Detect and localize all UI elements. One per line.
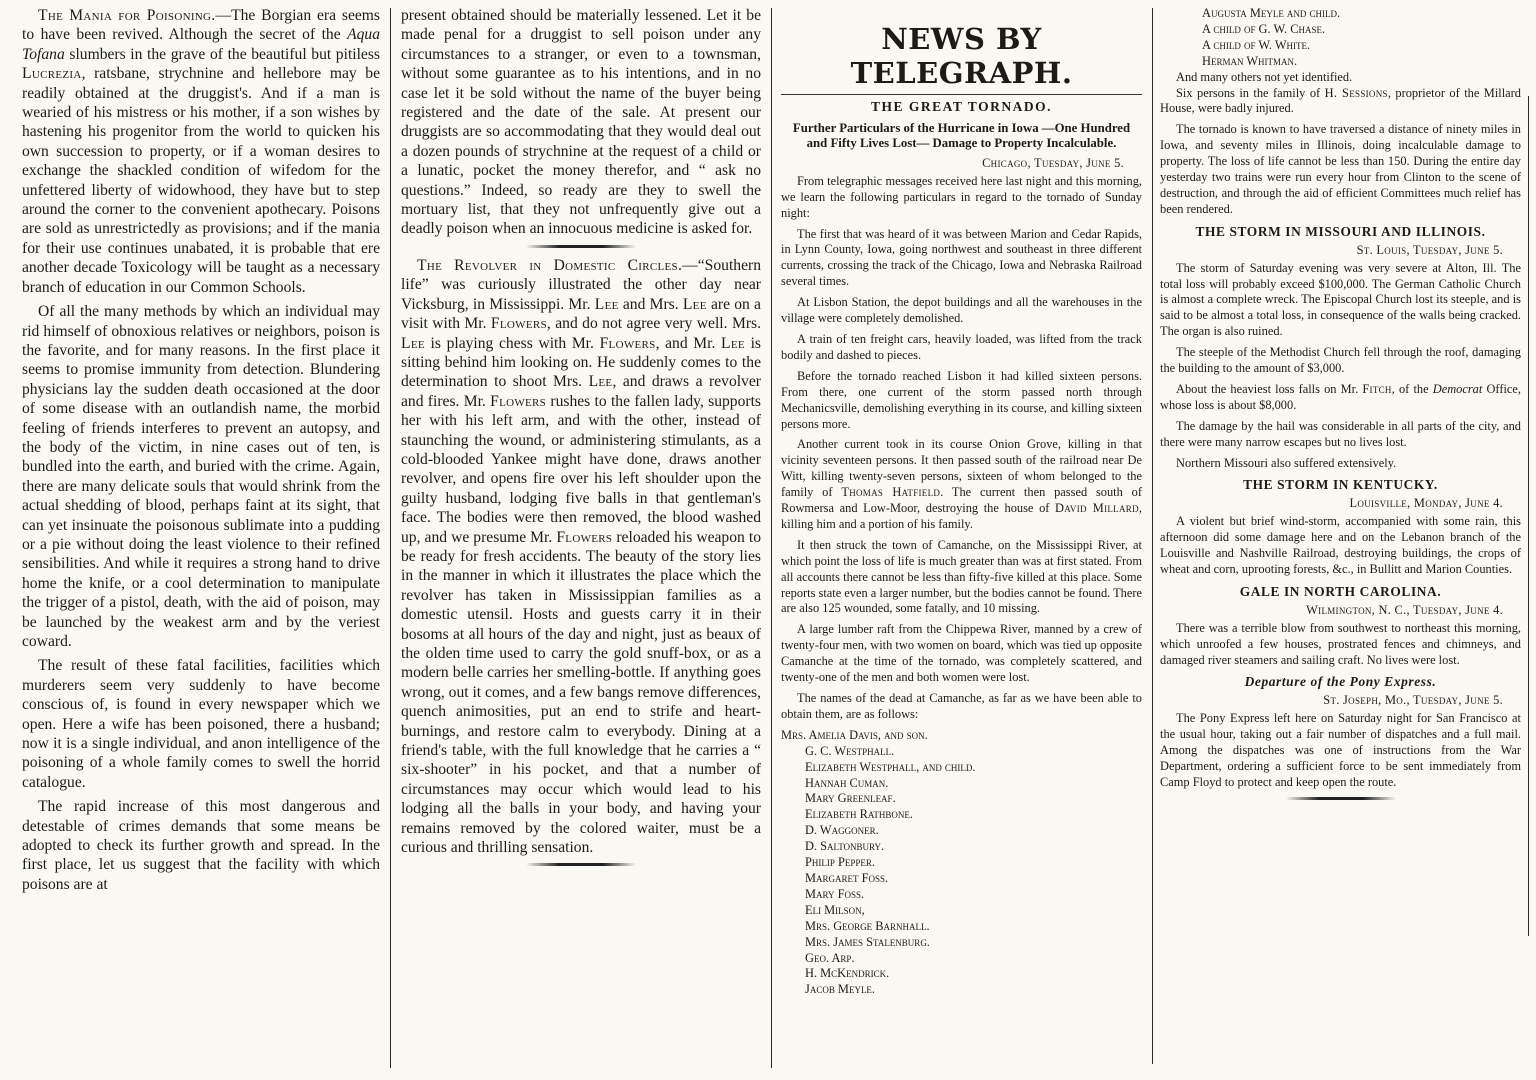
dateline-text: Chicago, Tuesday, June 5. — [982, 155, 1124, 170]
paragraph: From telegraphic messages received here last night and this morning, we learn the following particulars in regard to the tornado of Sunday night: — [781, 173, 1142, 220]
column-3 — [781, 6, 1142, 1076]
column-rule — [1528, 96, 1529, 936]
section-heading: THE STORM IN MISSOURI AND ILLINOIS. — [1195, 223, 1486, 239]
list-item: Herman Whitman. — [1202, 53, 1298, 68]
list-item: Mary Foss. — [805, 886, 865, 901]
small-caps-name: Flowers — [490, 392, 547, 410]
paragraph: Of all the many methods by which an individual may rid himself of obnoxious relatives or neighbors, poison is the favorite, and for many reasons. In the first place it seems to promise immunity from detection. Blundering physicians lay the sudden death occasioned at the door of some disease with an outlandish name, the morbid feeling of friends interferes to prevent an autopsy, and the body of the victim, in nine cases out of ten, is bundled into the earth, and buried with the crime. Again, there are many delicate souls that would shrink from the actual shedding of blood, perhaps faint at its sight, that can yet insinuate the poisonous sublimate into a pudding or a pie without doing the least violence to their refined sensibilities. And while it requires a strong hand to drive home the knife, or a cool determination to manipulate the trigger of a pistol, death, with the aid of poison, may be launched by the weakest arm and by the veriest coward. — [22, 303, 380, 650]
text: About the heaviest loss falls on Mr. — [1176, 381, 1363, 396]
text: Another current took in its course Onion Grove, killing in that vicinity seventeen persons. It then passed south of the railroad near De Witt, killing twenty-seven persons, sixteen of whom belonged to the family of — [781, 437, 1142, 500]
text: , and do not agree very well. Mrs. — [546, 315, 761, 333]
list-item: And many others not yet identified. — [1176, 69, 1353, 84]
small-caps-name: Lucrezia — [22, 65, 82, 83]
paragraph: The result of these fatal facilities, facilities which murderers seem very suddenly to have become conscious of, is found in every newspaper which we open. Here a wife has been poisoned, there a husband; now it is a single individual, and anon intelligence of the poisoning of a whole family comes to swell the horrid catalogue. — [22, 657, 380, 791]
list-item: G. C. Westphall. — [805, 743, 895, 758]
italic-text: Aqua Tofana — [22, 26, 380, 63]
text: . The current then passed south of Rowmersa and Low-Moor, destroying the house of — [781, 485, 1142, 516]
list-item: Eli Milson, — [805, 902, 865, 917]
list-item: Hannah Cuman. — [805, 775, 889, 790]
list-item: Elizabeth Westphall, and child. — [805, 759, 976, 774]
dateline — [1160, 693, 1521, 709]
dateline — [1160, 243, 1521, 259]
text: , proprietor of the Millard House, were badly injured. — [1160, 85, 1521, 116]
paragraph: The rapid increase of this most dangerous and detestable of crimes demands that some means be adopted to check its further growth and spread. In the first place, let us suggest that the facility with which poisons are at — [22, 798, 380, 893]
article-title: The Mania for Poisoning. — [38, 7, 216, 24]
list-item: Geo. Arp. — [805, 950, 855, 965]
list-item: Mary Greenleaf. — [805, 791, 896, 806]
article-title: The Revolver in Domestic Circles. — [417, 256, 683, 274]
paragraph: The storm of Saturday evening was very severe at Alton, Ill. The total loss will probably exceed $100,000. The German Catholic Church is almost a complete wreck. The Episcopal Church lost its steeple, and is said to be almost a total loss, in consequence of the walls being cracked. The organ is also ruined. — [1160, 260, 1521, 339]
list-item: A child of G. W. Chase. — [1202, 21, 1326, 36]
paragraph: There was a terrible blow from southwest to northeast this morning, which unroofed a few houses, prostrated fences and chimneys, and damaged river steamers and sailing craft. No lives were lost. — [1160, 620, 1521, 667]
dateline — [1160, 603, 1521, 619]
column-rule — [771, 8, 772, 1068]
paragraph: The names of the dead at Camanche, as far as we have been able to obtain them, are as follows: — [781, 691, 1142, 721]
paragraph: The Pony Express left here on Saturday night for San Francisco at the usual hour, taking out a fair number of dispatches and a full mail. Among the dispatches was one of instructions from the War Department, ordering a sufficient force to be sent immediately from Camp Floyd to protect and keep open the route. — [1160, 711, 1521, 789]
small-caps-name: Flowers — [490, 315, 547, 333]
section-masthead: NEWS BY TELEGRAPH. — [781, 22, 1142, 95]
paragraph: A large lumber raft from the Chippewa River, manned by a crew of twenty-four men, with two women on board, which was tied up opposite Camanche at the time of the tornado, was completely scattered, and twenty-one of the men and both women were lost. — [781, 622, 1142, 685]
dateline-text: Louisville, Monday, June 4. — [1349, 496, 1503, 511]
text: Six persons in the family of — [1176, 85, 1325, 100]
paragraph: The first that was heard of it was between Marion and Cedar Rapids, in Lynn County, Iowa, going northwest and southeast in three different currents, crossing the track of the Chicago, Iowa and Nebraska Railroad several times. — [781, 226, 1142, 289]
headline-deck: Further Particulars of the Hurricane in Iowa —One Hundred and Fifty Lives Lost— Damage to Property Incalculable. — [792, 120, 1131, 151]
section-heading: GALE IN NORTH CAROLINA. — [1239, 583, 1442, 599]
small-caps-name: Lee — [594, 295, 619, 313]
separator-rule — [526, 863, 636, 866]
paragraph — [1160, 86, 1521, 118]
text: reloaded his weapon to be ready for fresh accidents. The beauty of the story lies in the manner in which it illustrates the place which the revolver has taken in Mississippian families as a domestic utensil. Hosts and guests carry it in their bosoms at all hours of the day and night, just as beaux of the olden time used to carry the gold snuff-box, or as a modern belle carries her smelling-bottle. If anything goes wrong, out it comes, and a few bangs remove differences, quench animosities, put an end to strife and heart-burnings, and restore calm to everybody. Dining at a friend's table, with the full knowledge that he carries a “ six-shooter” in his pocket, and that a number of circumstances may occur which would lead to his lodging all the balls in your body, and having your remains removed by the colored waiter, must be a curious and thrilling sensation. — [401, 528, 761, 857]
list-item: D. Waggoner. — [805, 823, 879, 838]
paragraph: It then struck the town of Camanche, on the Mississippi River, at which point the loss of life is much greater than was at first stated. From all accounts there cannot be less than fifty-five killed at this place. Some reports state even a larger number, but the bodies cannot be found. There are also 125 wounded, some fatally, and 10 missing. — [781, 537, 1142, 616]
list-item: Jacob Meyle. — [805, 982, 876, 997]
paragraph — [781, 437, 1142, 532]
text: The Borgian era seems to have been revived. Although the secret of the — [22, 7, 380, 44]
list-item: Mrs. James Stalenburg. — [805, 934, 930, 949]
dateline — [1160, 496, 1521, 512]
small-caps-name: Flowers — [556, 528, 613, 546]
text: , killing him and a portion of his family. — [781, 501, 1142, 531]
paragraph: A violent but brief wind-storm, accompanied with some rain, this afternoon did some damage here and on the Lebanon branch of the Louisville and Nashville Railroad, destroying buildings, the crops of wheat and corn, uprooting forests, &c., in Bullitt and Marion Counties. — [1160, 514, 1521, 576]
dash: — — [682, 256, 698, 274]
dateline — [781, 156, 1142, 172]
paragraph — [1160, 382, 1521, 414]
dash: — — [215, 7, 232, 24]
list-item: D. Saltonbury. — [805, 839, 885, 854]
small-caps-name: H. Sessions — [1324, 85, 1388, 100]
column-1 — [22, 6, 380, 1076]
text: , and draws a revolver and fires. Mr. — [401, 373, 761, 410]
list-item: H. McKendrick. — [805, 966, 890, 981]
column-rule — [390, 8, 391, 1068]
list-item: Elizabeth Rathbone. — [805, 807, 914, 822]
small-caps-name: Flowers — [599, 334, 656, 352]
paragraph: Before the tornado reached Lisbon it had killed sixteen persons. From there, one current of the storm passed north through Mechanicsville, demolishing everything in its course, and killing sixteen persons more. — [781, 368, 1142, 431]
small-caps-name: Lee — [401, 334, 425, 352]
small-caps-name: Lee — [682, 295, 707, 313]
text: slumbers in the grave of the beautiful but pitiless — [64, 45, 380, 63]
paragraph: Northern Missouri also suffered extensively. — [1176, 455, 1397, 470]
separator-rule — [1286, 797, 1396, 800]
paragraph: The damage by the hail was considerable in all parts of the city, and there were many narrow escapes but no lives lost. — [1160, 418, 1521, 449]
paragraph: At Lisbon Station, the depot buildings and all the warehouses in the village were completely demolished. — [781, 295, 1142, 326]
text: , of the — [1391, 381, 1433, 396]
italic-text: Democrat — [1432, 381, 1483, 396]
list-item: Margaret Foss. — [805, 870, 889, 885]
text: are on a visit with Mr. — [401, 295, 761, 333]
paragraph: The tornado is known to have traversed a distance of ninety miles in Iowa, and seventy miles in Illinois, doing incalculable damage to property. The loss of life cannot be less than 150. During the entire day yesterday two trains were run every hour from Clinton to the scene of destruction, and through the aid of efficient Committees much relief has been rendered. — [1160, 122, 1521, 216]
list-item: Augusta Meyle and child. — [1202, 6, 1341, 20]
separator-rule — [526, 245, 636, 248]
text: and Mrs. — [618, 295, 683, 313]
list-of-dead — [781, 728, 1142, 998]
list-item: Mrs. Amelia Davis, and son. — [781, 727, 928, 742]
article-mania-poisoning — [22, 6, 380, 297]
small-caps-name: David Millard — [1055, 501, 1139, 516]
text: is sitting behind him looking on. He suddenly comes to the determination to shoot Mrs. — [401, 334, 761, 391]
paragraph: present obtained should be materially lessened. Let it be made penal for a druggist to sell poison under any circumstances to a stranger, or even to a townsman, without some guarantee as to his intentions, and in no case let it be sold without the name of the buyer being registered and the date of the sale. At present our druggists are so accommodating that they would deal out a dozen pounds of strychnine at the request of a child or a lunatic, pocket the money therefor, and “ ask no questions.” Indeed, so ready are they to swell the mortuary list, that they not unfrequently give out a deadly poison when an innocuous medicine is asked for. — [401, 7, 761, 238]
small-caps-name: Lee — [588, 373, 613, 391]
text: rushes to the fallen lady, supports her with his left arm, and with the other, instead of staunching the wound, or administering stimulants, as a cold-blooded Yankee might have done, draws another revolver, and opens fire over his left shoulder upon the guilty husband, lodging five balls in that gentleman's face. The bodies were then removed, the blood washed up, and we presume Mr. — [401, 392, 761, 546]
headline: THE GREAT TORNADO. — [871, 99, 1052, 114]
text: “Southern life” was curiously illustrated the other day near Vicksburg, in Mississippi. Mr. — [401, 256, 761, 313]
small-caps-name: Lee — [721, 334, 745, 352]
text: is playing chess with Mr. — [424, 334, 600, 352]
small-caps-name: Fitch — [1362, 381, 1392, 396]
dateline-text: Wilmington, N. C., Tuesday, June 4. — [1306, 602, 1503, 617]
text: Office, whose loss is about $8,000. — [1160, 381, 1521, 412]
dateline-text: St. Louis, Tuesday, June 5. — [1356, 242, 1503, 257]
small-caps-name: Thomas Hatfield — [841, 485, 941, 500]
dateline-text: St. Joseph, Mo., Tuesday, June 5. — [1323, 693, 1503, 708]
section-heading: THE STORM IN KENTUCKY. — [1243, 477, 1438, 493]
list-of-dead-continued — [1160, 6, 1521, 86]
column-2 — [401, 6, 761, 1076]
paragraph: The steeple of the Methodist Church fell through the roof, damaging the building to the amount of $3,000. — [1160, 345, 1521, 376]
section-heading: Departure of the Pony Express. — [1244, 674, 1437, 690]
column-4 — [1160, 6, 1521, 1076]
article-revolver — [401, 256, 761, 858]
column-rule — [1152, 8, 1153, 1064]
list-item: A child of W. White. — [1202, 37, 1311, 52]
text: , and Mr. — [655, 334, 722, 352]
list-item: Mrs. George Barnhall. — [805, 918, 930, 933]
paragraph: A train of ten freight cars, heavily loaded, was lifted from the track bodily and dashed to pieces. — [781, 331, 1142, 362]
text: , ratsbane, strychnine and hellebore may be readily obtained at the druggist's. And if a man is wearied of his mistress or his mother, if a son wishes by hastening his progenitor from the world to quicken his own succession to property, or if a woman desires to exchange the shackled condition of wifedom for the unfettered liberty of widowhood, they have but to step around the corner to the convenient apothecary. Poisons are sold as unrestrictedly as provisions; and if the mania for their use continues unabated, it is probable that ere another decade Toxicology will be taught as a necessary branch of education in our Common Schools. — [22, 65, 380, 296]
list-item: Philip Pepper. — [805, 855, 875, 870]
